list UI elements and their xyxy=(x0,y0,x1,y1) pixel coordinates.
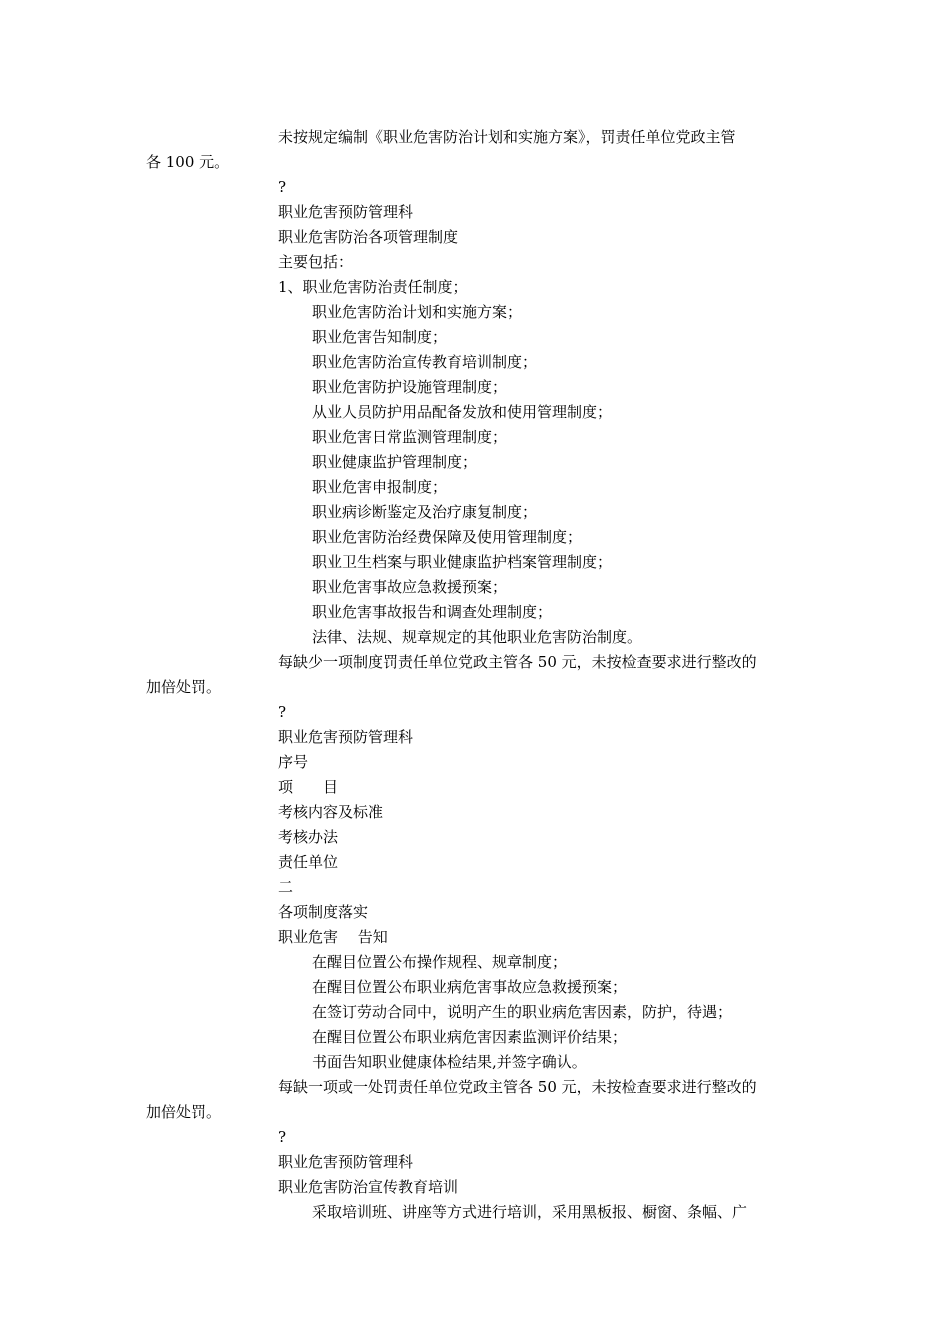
penalty-text: 每缺一项或一处罚责任单位党政主管各 50 元，未按检查要求进行整改的 xyxy=(278,1078,757,1096)
list-item: 法律、法规、规章规定的其他职业危害防治制度。 xyxy=(312,628,643,646)
section-title: 各项制度落实 xyxy=(278,903,369,921)
penalty-text-continued: 各 100 元。 xyxy=(146,153,230,171)
department-label: 职业危害预防管理科 xyxy=(278,203,414,221)
placeholder-mark: ? xyxy=(278,703,287,721)
section-heading: 职业危害防治各项管理制度 xyxy=(278,228,459,246)
placeholder-mark: ? xyxy=(278,178,287,196)
list-item: 在醒目位置公布职业病危害因素监测评价结果； xyxy=(312,1028,628,1046)
list-item: 在醒目位置公布职业病危害事故应急救援预案； xyxy=(312,978,628,996)
list-item: 职业危害防治计划和实施方案； xyxy=(312,303,523,321)
topic-label: 职业危害 告知 xyxy=(278,928,388,946)
list-item: 在醒目位置公布操作规程、规章制度； xyxy=(312,953,568,971)
penalty-text: 未按规定编制《职业危害防治计划和实施方案》，罚责任单位党政主管 xyxy=(278,128,736,146)
list-item: 职业危害防治经费保障及使用管理制度； xyxy=(312,528,583,546)
table-header: 责任单位 xyxy=(278,853,339,871)
penalty-text-continued: 加倍处罚。 xyxy=(146,678,222,696)
list-item: 在签订劳动合同中，说明产生的职业病危害因素，防护，待遇； xyxy=(312,1003,733,1021)
penalty-text: 每缺少一项制度罚责任单位党政主管各 50 元，未按检查要求进行整改的 xyxy=(278,653,757,671)
list-item: 1、职业危害防治责任制度； xyxy=(278,278,468,296)
list-item: 职业危害日常监测管理制度； xyxy=(312,428,508,446)
list-item: 职业危害事故报告和调查处理制度； xyxy=(312,603,553,621)
intro-text: 主要包括： xyxy=(278,253,354,271)
table-header: 序号 xyxy=(278,753,309,771)
list-item: 职业健康监护管理制度； xyxy=(312,453,478,471)
list-item: 书面告知职业健康体检结果,并签字确认。 xyxy=(312,1053,587,1071)
section-heading: 职业危害防治宣传教育培训 xyxy=(278,1178,459,1196)
list-item: 职业危害事故应急救援预案； xyxy=(312,578,508,596)
placeholder-mark: ? xyxy=(278,1128,287,1146)
body-text: 采取培训班、讲座等方式进行培训，采用黑板报、橱窗、条幅、广 xyxy=(312,1203,748,1221)
list-item: 从业人员防护用品配备发放和使用管理制度； xyxy=(312,403,613,421)
list-item: 职业危害告知制度； xyxy=(312,328,448,346)
list-item: 职业危害申报制度； xyxy=(312,478,448,496)
table-header: 项 目 xyxy=(278,778,339,796)
department-label: 职业危害预防管理科 xyxy=(278,728,414,746)
list-item: 职业危害防治宣传教育培训制度； xyxy=(312,353,538,371)
list-item: 职业危害防护设施管理制度； xyxy=(312,378,508,396)
department-label: 职业危害预防管理科 xyxy=(278,1153,414,1171)
table-header: 考核内容及标准 xyxy=(278,803,384,821)
penalty-text-continued: 加倍处罚。 xyxy=(146,1103,222,1121)
list-item: 职业病诊断鉴定及治疗康复制度； xyxy=(312,503,538,521)
list-item: 职业卫生档案与职业健康监护档案管理制度； xyxy=(312,553,613,571)
section-number: 二 xyxy=(278,878,294,896)
table-header: 考核办法 xyxy=(278,828,339,846)
